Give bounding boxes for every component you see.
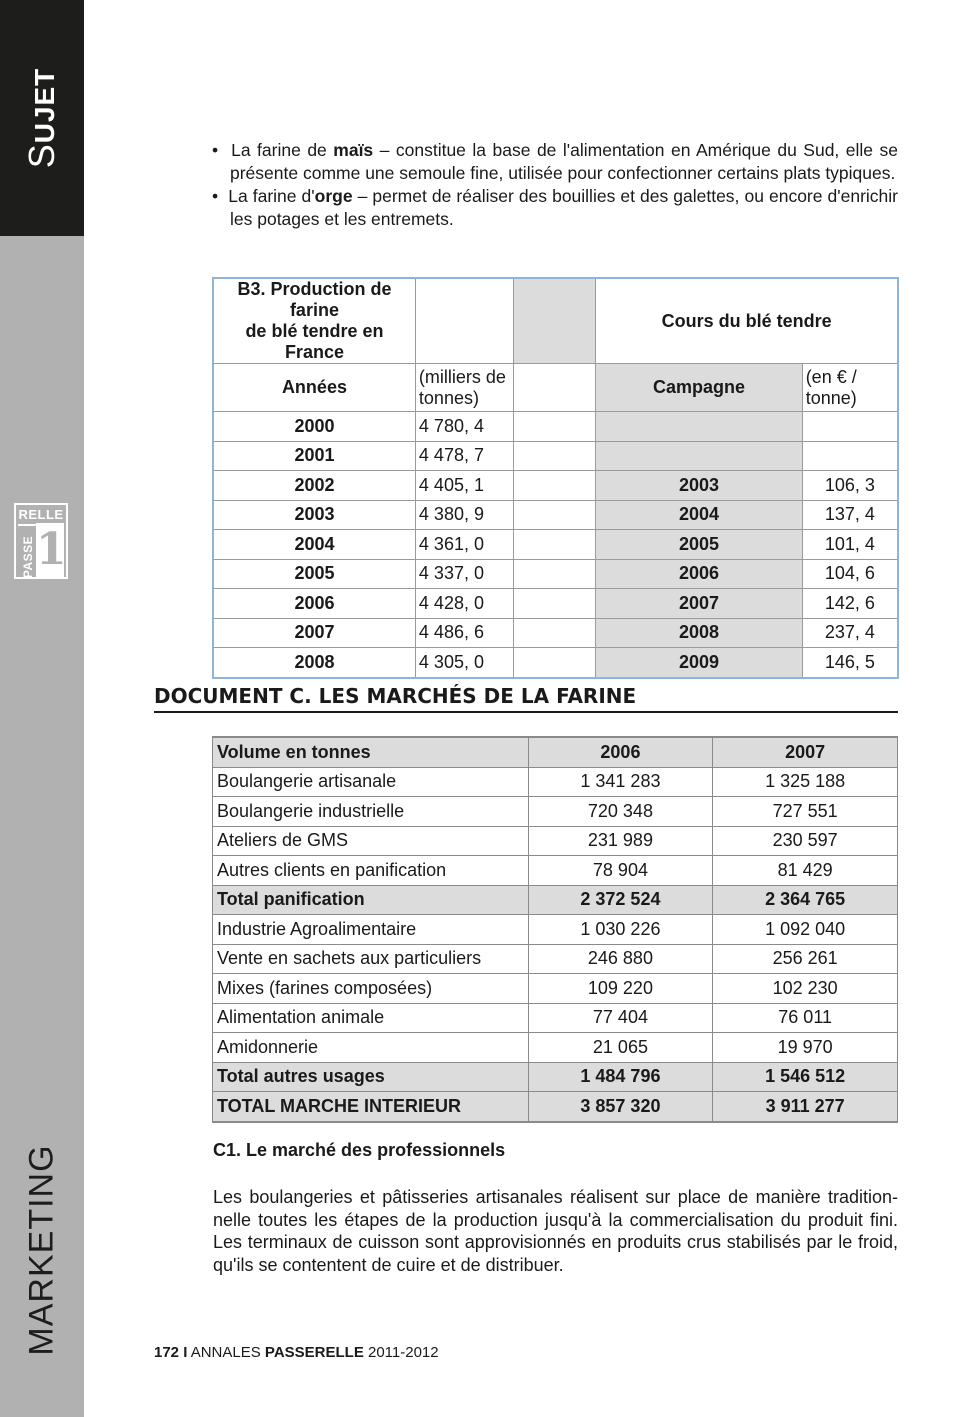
table-row: 2001 4 478, 7 <box>213 441 898 471</box>
table-row: Amidonnerie 21 065 19 970 <box>213 1033 898 1063</box>
table-row: Mixes (farines composées) 109 220 102 230 <box>213 974 898 1004</box>
table-title-cell: B3. Production de farine de blé tendre en France <box>213 278 415 364</box>
market-table <box>212 736 898 1123</box>
bullet-list <box>212 139 898 231</box>
page-number: 172 <box>154 1344 180 1361</box>
table-row: 2002 4 405, 1 2003 106, 3 <box>213 471 898 501</box>
table-row: 2005 4 337, 0 2006 104, 6 <box>213 559 898 589</box>
c1-heading: C1. Le marché des professionnels <box>213 1140 506 1160</box>
page-footer: 172 I ANNALES PASSERELLE 2011-2012 <box>154 1344 439 1361</box>
col-header-price: (en € / tonne) <box>802 364 898 412</box>
bullet-item: • La farine d'orge – permet de réaliser des bouillies et des galettes, ou encore d'enrichir les potages et les entremets. <box>212 186 898 229</box>
table-row: 2007 4 486, 6 2008 237, 4 <box>213 618 898 648</box>
table-row: Vente en sachets aux particuliers 246 880 256 261 <box>213 944 898 974</box>
document-c-heading: DOCUMENT C. LES MARCHÉS DE LA FARINE <box>154 684 898 713</box>
table-total-row: Total panification 2 372 524 2 364 765 <box>213 885 898 915</box>
table-row: 2000 4 780, 4 <box>213 412 898 442</box>
table-row: Industrie Agroalimentaire 1 030 226 1 092 040 <box>213 915 898 945</box>
table-row: 2006 4 428, 0 2007 142, 6 <box>213 589 898 619</box>
production-table <box>212 277 899 679</box>
table-row: 2003 4 380, 9 2004 137, 4 <box>213 500 898 530</box>
col-header-years: Années <box>213 364 415 412</box>
table-row: 2004 4 361, 0 2005 101, 4 <box>213 530 898 560</box>
section-label: SUJET <box>21 67 62 169</box>
table-total-row: Total autres usages 1 484 796 1 546 512 <box>213 1062 898 1092</box>
passerelle-logo: RELLE PASSE 1 <box>14 503 68 579</box>
subject-label: MARKETING <box>22 1144 61 1356</box>
c1-paragraph: Les boulangeries et pâtisseries artisanales réalisent sur place de manière tradition-nelle toutes les étapes de la production jusqu'à la commercialisation du produit fini. Les terminaux de cuisson sont approvisionnés en produits crus stabilisés par le froid, qu'ils se contentent de cuire et de distribuer. <box>213 1187 898 1275</box>
table-row: 2008 4 305, 0 2009 146, 5 <box>213 648 898 678</box>
table-row: Boulangerie artisanale 1 341 283 1 325 188 <box>213 767 898 797</box>
bullet-item: • La farine de maïs – constitue la base de l'alimentation en Amérique du Sud, elle se présente comme une semoule fine, utilisée pour confectionner certains plats typiques. <box>212 140 898 183</box>
col-header-unit: (milliers de tonnes) <box>415 364 513 412</box>
table-header-row: Volume en tonnes 2006 2007 <box>213 737 898 767</box>
table-row: Ateliers de GMS 231 989 230 597 <box>213 826 898 856</box>
table-grand-total-row: TOTAL MARCHE INTERIEUR 3 857 320 3 911 277 <box>213 1092 898 1122</box>
table-row: Alimentation animale 77 404 76 011 <box>213 1003 898 1033</box>
price-title-cell: Cours du blé tendre <box>596 278 898 364</box>
table-row: Boulangerie industrielle 720 348 727 551 <box>213 797 898 827</box>
table-row: Autres clients en panification 78 904 81 429 <box>213 856 898 886</box>
col-header-campagne: Campagne <box>596 364 802 412</box>
